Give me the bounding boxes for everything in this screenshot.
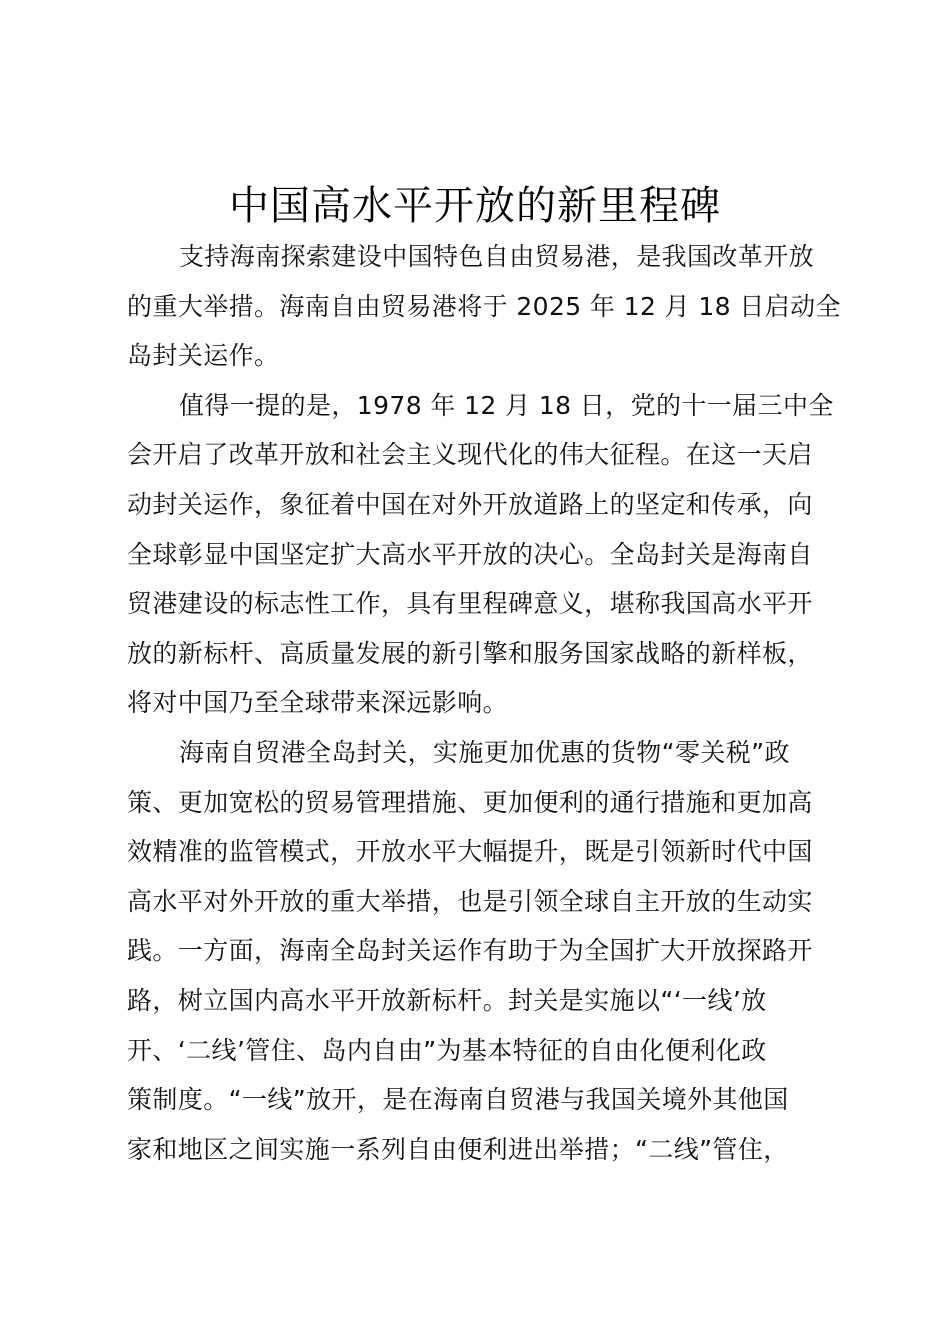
text-line: 路，树立国内高水平开放新标杆。封关是实施以“‘一线’放 bbox=[127, 985, 767, 1015]
text-line: 践。一方面，海南全岛封关运作有助于为全国扩大开放探路开 bbox=[127, 936, 813, 966]
text-line: 海南自贸港全岛封关，实施更加优惠的货物“零关税”政 bbox=[179, 737, 790, 767]
text-line: 策、更加宽松的贸易管理措施、更加便利的通行措施和更加高 bbox=[127, 787, 813, 817]
text-line: 开、‘二线’管住、岛内自由”为基本特征的自由化便利化政 bbox=[127, 1035, 767, 1065]
paragraph-1 bbox=[127, 232, 841, 381]
text-line: 动封关运作，象征着中国在对外开放道路上的坚定和传承，向 bbox=[127, 489, 813, 519]
text-line: 高水平对外开放的重大举措，也是引领全球自主开放的生动实 bbox=[127, 886, 813, 916]
text-line: 会开启了改革开放和社会主义现代化的伟大征程。在这一天启 bbox=[127, 440, 813, 470]
text-line: 放的新标杆、高质量发展的新引擎和服务国家战略的新样板， bbox=[127, 638, 813, 668]
text-line: 岛封关运作。 bbox=[127, 341, 280, 371]
text-line: 全球彰显中国坚定扩大高水平开放的决心。全岛封关是海南自 bbox=[127, 539, 813, 569]
text-line: 家和地区之间实施一系列自由便利进出举措；“二线”管住， bbox=[127, 1134, 789, 1164]
paragraph-3 bbox=[127, 728, 837, 1174]
document-body bbox=[127, 232, 841, 1174]
text-line: 值得一提的是，1978 年 12 月 18 日，党的十一届三中全 bbox=[179, 390, 834, 420]
text-line: 策制度。“一线”放开，是在海南自贸港与我国关境外其他国 bbox=[127, 1085, 789, 1115]
text-line: 贸港建设的标志性工作，具有里程碑意义，堪称我国高水平开 bbox=[127, 589, 813, 619]
text-line: 的重大举措。海南自由贸易港将于 2025 年 12 月 18 日启动全 bbox=[127, 291, 841, 321]
text-line: 效精准的监管模式，开放水平大幅提升，既是引领新时代中国 bbox=[127, 837, 813, 867]
paragraph-2 bbox=[127, 381, 837, 728]
document-title: 中国高水平开放的新里程碑 bbox=[229, 183, 721, 229]
text-line: 将对中国乃至全球带来深远影响。 bbox=[127, 688, 509, 718]
text-line: 支持海南探索建设中国特色自由贸易港，是我国改革开放 bbox=[179, 242, 815, 271]
